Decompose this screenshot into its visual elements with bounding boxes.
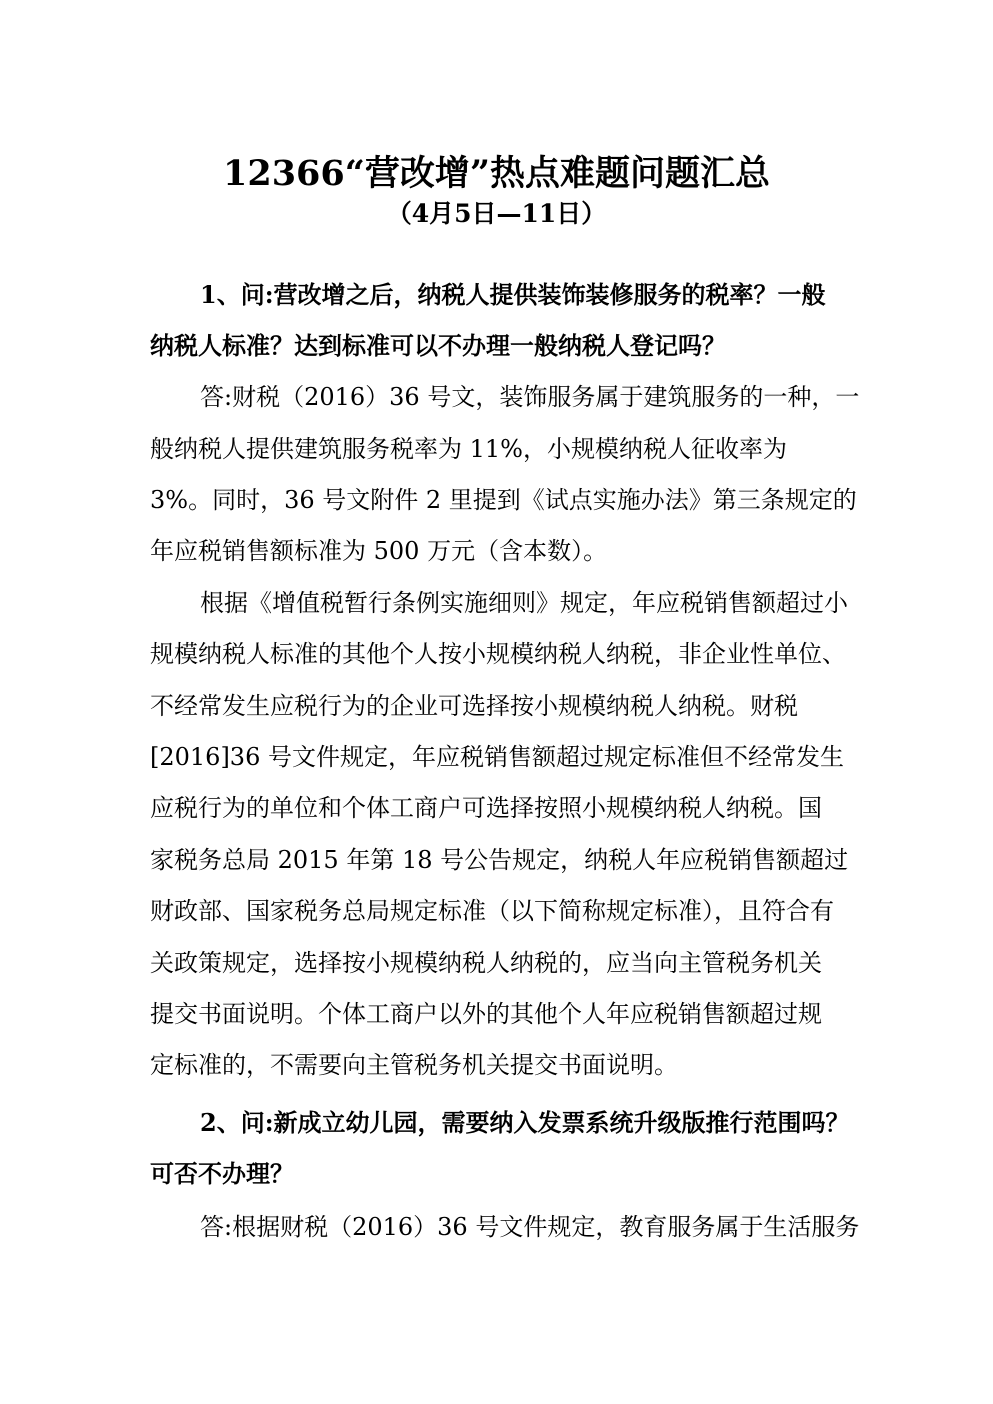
answer-1-line-11: 财政部、国家税务总局规定标准（以下简称规定标准），且符合有 — [150, 897, 834, 925]
document-title: 12366“营改增”热点难题问题汇总 — [222, 153, 771, 194]
answer-1-line-4: 年应税销售额标准为 500 万元（含本数）。 — [150, 537, 608, 565]
answer-1-line-7: 不经常发生应税行为的企业可选择按小规模纳税人纳税。财税 — [150, 692, 798, 720]
answer-1-line-8: [2016]36 号文件规定，年应税销售额超过规定标准但不经常发生 — [150, 743, 844, 771]
question-2-line-1: 2、问:新成立幼儿园，需要纳入发票系统升级版推行范围吗？ — [200, 1108, 850, 1137]
answer-1-line-10: 家税务总局 2015 年第 18 号公告规定，纳税人年应税销售额超过 — [150, 846, 849, 874]
answer-1-line-2: 般纳税人提供建筑服务税率为 11%，小规模纳税人征收率为 — [150, 435, 787, 463]
answer-1-line-3: 3%。同时，36 号文附件 2 里提到《试点实施办法》第三条规定的 — [150, 486, 857, 514]
document-subtitle: （4月5日—11日） — [386, 199, 607, 228]
answer-1-line-9: 应税行为的单位和个体工商户可选择按照小规模纳税人纳税。国 — [150, 794, 822, 822]
answer-1-line-14: 定标准的，不需要向主管税务机关提交书面说明。 — [150, 1051, 678, 1079]
answer-1-line-13: 提交书面说明。个体工商户以外的其他个人年应税销售额超过规 — [150, 1000, 822, 1028]
question-1-line-1: 1、问:营改增之后，纳税人提供装饰装修服务的税率？一般 — [200, 280, 826, 309]
answer-1-line-1: 答:财税（2016）36 号文，装饰服务属于建筑服务的一种，一 — [200, 383, 860, 411]
answer-1-line-12: 关政策规定，选择按小规模纳税人纳税的，应当向主管税务机关 — [150, 949, 822, 977]
question-1-line-2: 纳税人标准？达到标准可以不办理一般纳税人登记吗？ — [150, 331, 726, 360]
answer-2-line-1: 答:根据财税（2016）36 号文件规定，教育服务属于生活服务 — [200, 1213, 860, 1241]
question-2-line-2: 可否不办理？ — [150, 1159, 294, 1188]
answer-1-line-6: 规模纳税人标准的其他个人按小规模纳税人纳税，非企业性单位、 — [150, 640, 846, 668]
answer-1-line-5: 根据《增值税暂行条例实施细则》规定，年应税销售额超过小 — [200, 589, 848, 617]
